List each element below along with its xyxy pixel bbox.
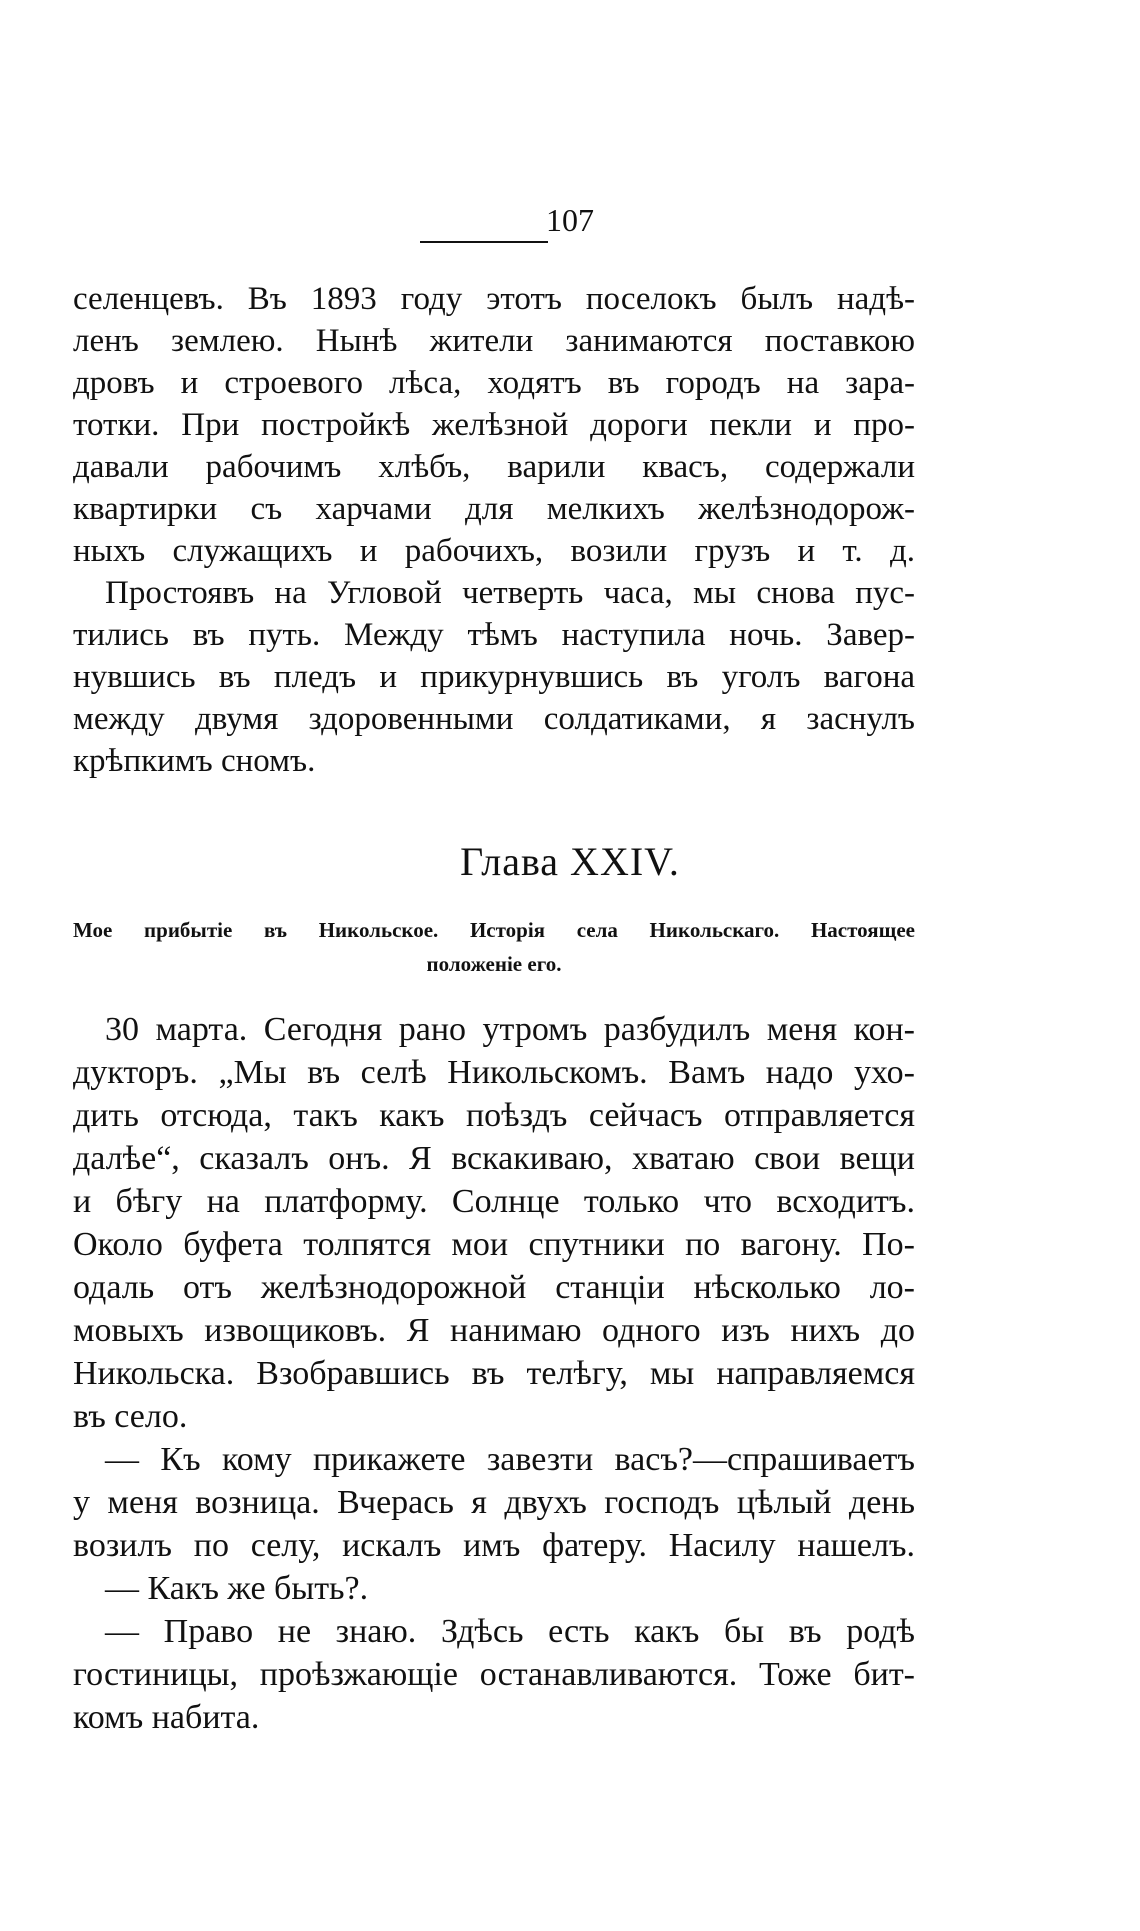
text-line: — Какъ же быть?. bbox=[105, 1570, 369, 1607]
subtitle-line: Мое прибытіе въ Никольское. Исторія села Никольскаго. Настоящее bbox=[73, 918, 915, 942]
text-line: Около буфета толпятся мои спутники по вагону. По- bbox=[73, 1226, 915, 1263]
text-line: дить отсюда, такъ какъ поѣздъ сейчасъ отправляется bbox=[73, 1097, 915, 1134]
text-line: квартирки съ харчами для мелкихъ желѣзнодорож- bbox=[73, 491, 915, 527]
text-line: ленъ землею. Нынѣ жители занимаются поставкою bbox=[73, 323, 915, 359]
text-line: дровъ и строевого лѣса, ходятъ въ городъ на зара- bbox=[73, 365, 915, 401]
text-line: далѣе“, сказалъ онъ. Я вскакиваю, хватаю свои вещи bbox=[73, 1140, 915, 1177]
dialogue-paragraph bbox=[73, 1438, 915, 1567]
text-line: тились въ путь. Между тѣмъ наступила ночь. Завер- bbox=[73, 617, 915, 653]
text-line: — Къ кому прикажете завезти васъ?—спрашиваетъ bbox=[105, 1441, 915, 1478]
chapter-subtitle bbox=[73, 913, 915, 981]
text-line: между двумя здоровенными солдатиками, я заснулъ bbox=[73, 701, 915, 737]
text-line: въ село. bbox=[73, 1398, 188, 1435]
text-line: Никольска. Взобравшись въ телѣгу, мы направляемся bbox=[73, 1355, 915, 1392]
paragraph bbox=[73, 278, 915, 572]
dialogue-paragraph bbox=[73, 1610, 915, 1739]
dialogue-paragraph bbox=[73, 1567, 915, 1610]
text-line: комъ набита. bbox=[73, 1699, 260, 1736]
text-block-upper bbox=[73, 278, 915, 782]
page-number-rule bbox=[420, 241, 548, 243]
text-line: крѣпкимъ сномъ. bbox=[73, 743, 316, 779]
text-line: селенцевъ. Въ 1893 году этотъ поселокъ былъ надѣ- bbox=[73, 281, 915, 317]
text-line: дукторъ. „Мы въ селѣ Никольскомъ. Вамъ надо ухо- bbox=[73, 1054, 915, 1091]
text-line: и бѣгу на платформу. Солнце только что всходитъ. bbox=[73, 1183, 915, 1220]
text-line: одаль отъ желѣзнодорожной станціи нѣсколько ло- bbox=[73, 1269, 915, 1306]
page-number: 107 bbox=[546, 202, 594, 238]
text-line: 30 марта. Сегодня рано утромъ разбудилъ меня кон- bbox=[105, 1011, 915, 1048]
text-line: у меня возница. Вчерась я двухъ господъ цѣлый день bbox=[73, 1484, 915, 1521]
chapter-title: Глава XXIV. bbox=[460, 839, 680, 884]
paragraph bbox=[73, 1008, 915, 1438]
text-block-lower bbox=[73, 1008, 915, 1739]
text-line: нувшись въ пледъ и прикурнувшись въ уголъ вагона bbox=[73, 659, 915, 695]
text-line: возилъ по селу, искалъ имъ фатеру. Насилу нашелъ. bbox=[73, 1527, 915, 1564]
paragraph bbox=[73, 572, 915, 782]
text-line: Простоявъ на Угловой четверть часа, мы снова пус- bbox=[105, 575, 915, 611]
text-line: — Право не знаю. Здѣсь есть какъ бы въ родѣ bbox=[105, 1613, 915, 1650]
text-line: гостиницы, проѣзжающіе останавливаются. Тоже бит- bbox=[73, 1656, 915, 1693]
subtitle-line: положеніе его. bbox=[426, 952, 562, 976]
text-line: тотки. При постройкѣ желѣзной дороги пекли и про- bbox=[73, 407, 915, 443]
text-line: ныхъ служащихъ и рабочихъ, возили грузъ и т. д. bbox=[73, 533, 915, 569]
text-line: давали рабочимъ хлѣбъ, варили квасъ, содержали bbox=[73, 449, 915, 485]
text-line: мовыхъ извощиковъ. Я нанимаю одного изъ нихъ до bbox=[73, 1312, 915, 1349]
